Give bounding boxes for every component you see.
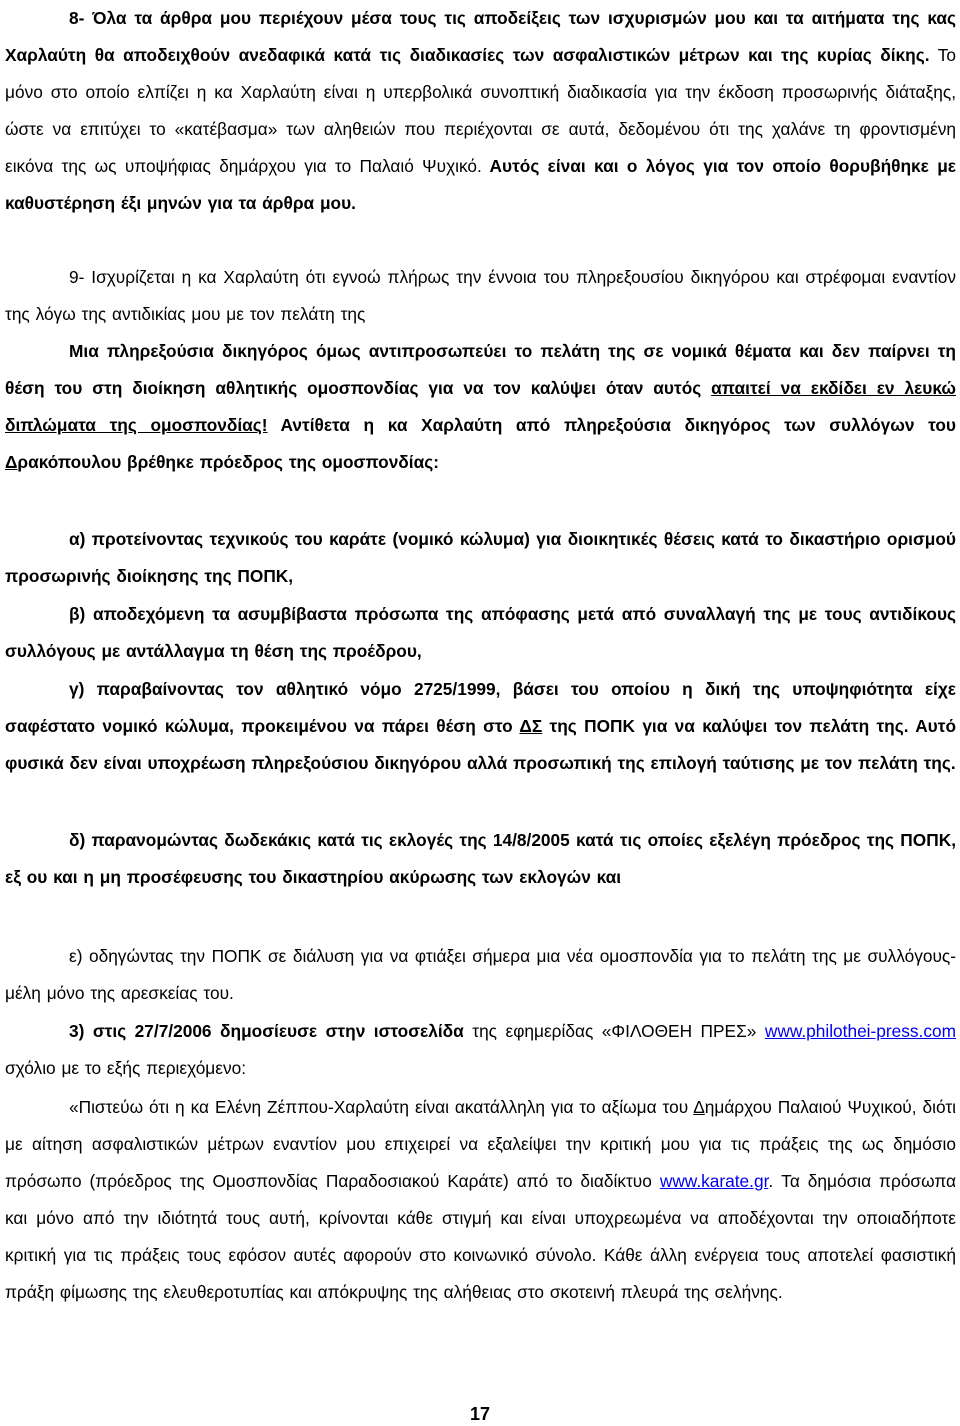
- paragraph-8-bold-1: 8- Όλα τα άρθρα μου περιέχουν μέσα τους τις αποδείξεις των ισχυρισμών μου και τα αιτήματα της κας Χαρλαύτη θα αποδειχθούν ανεδαφικά κατά τις διαδικασίες των ασφαλιστικών μέτρων και της κυρίας δίκης.: [5, 8, 956, 65]
- representation-underlined-2: Δ: [5, 452, 18, 472]
- paragraph-3-text-1: της εφημερίδας «ΦΙΛΟΘΕΗ ΠΡΕΣ»: [463, 1021, 765, 1041]
- quote-underlined: Δ: [693, 1097, 705, 1117]
- paragraph-3-bold: 3) στις 27/7/2006 δημοσίευσε στην ιστοσελίδα: [69, 1021, 464, 1041]
- paragraph-representation: [5, 333, 956, 481]
- representation-underlined-1: απαιτεί να εκδίδει εν λευκώ διπλώματα της ομοσπονδίας!: [5, 378, 956, 435]
- quote-paragraph: [5, 1089, 956, 1311]
- paragraph-9: [5, 259, 956, 333]
- item-b: [5, 596, 956, 670]
- item-b-text: β) αποδεχόμενη τα ασυμβίβαστα πρόσωπα της απόφασης μετά από συναλλαγή της με τους αντιδίκους συλλόγους με αντάλλαγμα τη θέση της προέδρου,: [5, 604, 956, 661]
- representation-text-3: ρακόπουλου βρέθηκε πρόεδρος της ομοσπονδίας:: [17, 452, 439, 472]
- item-a-text: α) προτείνοντας τεχνικούς του καράτε (νομικό κώλυμα) για διοικητικές θέσεις κατά το δικαστήριο ορισμού προσωρινής διοίκησης της ΠΟΠΚ,: [5, 529, 956, 586]
- representation-text-1: Μια πληρεξούσια δικηγόρος όμως αντιπροσωπεύει το πελάτη της σε νομικά θέματα και δεν παίρνει τη θέση του στη διοίκηση αθλητικής ομοσπονδίας για να τον καλύψει όταν αυτός: [5, 341, 956, 398]
- page-number: 17: [469, 1404, 491, 1424]
- karate-gr-link[interactable]: www.karate.gr: [659, 1171, 769, 1191]
- item-d-text: δ) παρανομώντας δωδεκάκις κατά τις εκλογές της 14/8/2005 κατά τις οποίες εξελέγη πρόεδρος της ΠΟΠΚ, εξ ου και η μη προσέφευσης του δικαστηρίου ακύρωσης των εκλογών και: [5, 830, 956, 887]
- paragraph-9-text: 9- Ισχυρίζεται η κα Χαρλαύτη ότι εγνοώ πλήρως την έννοια του πληρεξουσίου δικηγόρου και στρέφομαι εναντίον της λόγω της αντιδικίας μου με τον πελάτη της: [5, 267, 956, 324]
- quote-text-1: «Πιστεύω ότι η κα Ελένη Ζέππου-Χαρλαύτη είναι ακατάλληλη για το αξίωμα του: [69, 1097, 694, 1117]
- item-e-text: ε) οδηγώντας την ΠΟΠΚ σε διάλυση για να φτιάξει σήμερα μια νέα ομοσπονδία για το πελάτη της με συλλόγους-μέλη μόνο της αρεσκείας του.: [5, 946, 956, 1003]
- philothei-press-link[interactable]: www.philothei-press.com: [764, 1021, 956, 1041]
- item-e: [5, 938, 956, 1012]
- item-c-underlined: ΔΣ: [519, 716, 543, 736]
- paragraph-8-bold-2: Αυτός είναι και ο λόγος για τον οποίο θορυβήθηκε με καθυστέρηση έξι μηνών για τα άρθρα μου.: [5, 156, 956, 213]
- representation-text-2: Αντίθετα η κα Χαρλαύτη από πληρεξούσια δικηγόρος των συλλόγων του: [267, 415, 956, 435]
- paragraph-3-text-2: σχόλιο με το εξής περιεχόμενο:: [5, 1058, 247, 1078]
- item-c-text-2: της ΠΟΠΚ για να καλύψει τον πελάτη της. Αυτό φυσικά δεν είναι υποχρέωση πληρεξούσιου δικηγόρου αλλά προσωπική της επιλογή ταύτισης με τον πελάτη της.: [5, 716, 956, 773]
- item-a: [5, 521, 956, 595]
- item-c: [5, 671, 956, 782]
- item-d: [5, 822, 956, 896]
- quote-text-2: ημάρχου Παλαιού Ψυχικού, διότι με αίτηση ασφαλιστικών μέτρων εναντίον μου επιχειρεί να εξαλείψει την κριτική μου για τις πράξεις της ως δημόσιο πρόσωπο (πρόεδρος της Ομοσπονδίας Παραδοσιακού Καράτε) από το διαδίκτυο: [5, 1097, 957, 1191]
- paragraph-3: [5, 1013, 956, 1087]
- quote-text-3: . Τα δημόσια πρόσωπα και μόνο από την ιδιότητά τους αυτή, κρίνονται κάθε στιγμή και είναι υποχρεωμένα να αποδέχονται την οποιαδήποτε κριτική για τις πράξεις τους εφόσον αυτές αφορούν στο κοινωνικό σύνολο. Κάθε άλλη ενέργεια τους αποτελεί φασιστική πράξη φίμωσης της ελευθεροτυπίας και απόκρυψης της αλήθειας στο σκοτεινή πλευρά της σελήνης.: [5, 1171, 957, 1302]
- item-c-text-1: γ) παραβαίνοντας τον αθλητικό νόμο 2725/1999, βάσει του οποίου η δική της υποψηφιότητα είχε σαφέστατο νομικό κώλυμα, προκειμένου να πάρει θέση στο: [5, 679, 956, 736]
- paragraph-8-text: Το μόνο στο οποίο ελπίζει η κα Χαρλαύτη είναι η υπερβολικά συνοπτική διαδικασία για την έκδοση προσωρινής διάταξης, ώστε να επιτύχει το «κατέβασμα» των αληθειών που περιέχονται σε αυτά, δεδομένου ότι της χαλάνε τη φροντισμένη εικόνα της ως υποψήφιας δημάρχου για το Παλαιό Ψυχικό.: [5, 45, 956, 176]
- paragraph-8: [5, 0, 956, 222]
